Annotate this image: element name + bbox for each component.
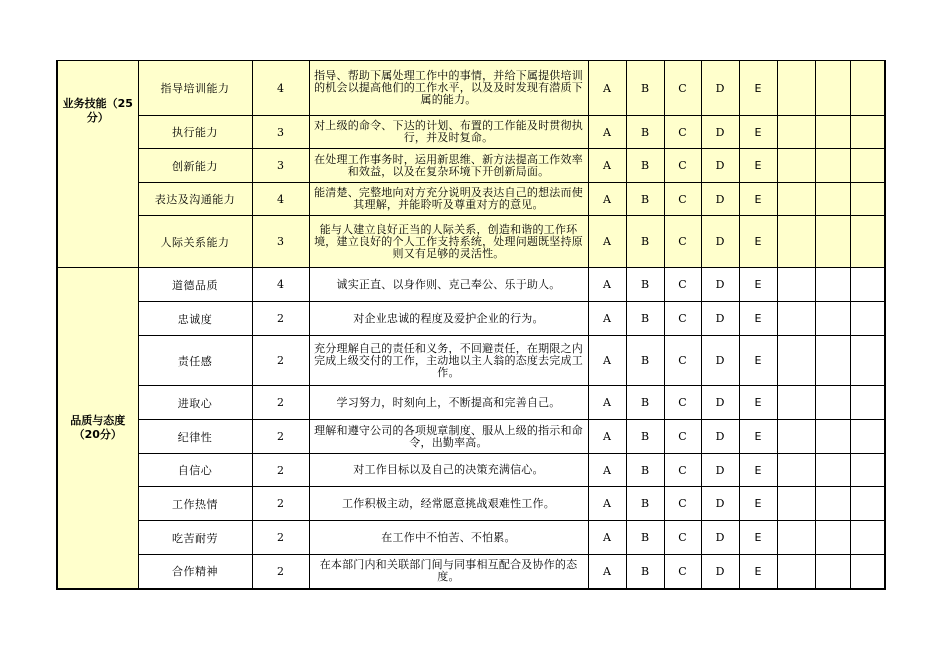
table-row: [57, 183, 885, 216]
score-entry-cell[interactable]: [777, 386, 815, 420]
item-description: 诚实正直、以身作则、克己奉公、乐于助人。: [309, 268, 588, 302]
item-name: 纪律性: [138, 420, 252, 454]
item-description: 对上级的命令、下达的计划、布置的工作能及时贯彻执行，并及时复命。: [309, 116, 588, 149]
evaluation-table: [56, 60, 886, 590]
grade-option-c[interactable]: C: [664, 183, 701, 216]
item-name: 吃苦耐劳: [138, 521, 252, 555]
table-row: [57, 555, 885, 589]
grade-option-d[interactable]: D: [701, 61, 739, 116]
grade-option-c[interactable]: C: [664, 116, 701, 149]
weight-score: 2: [252, 521, 309, 555]
grade-option-b[interactable]: B: [626, 386, 664, 420]
item-name: 执行能力: [138, 116, 252, 149]
table-row: [57, 420, 885, 454]
score-entry-cell[interactable]: [850, 302, 885, 336]
score-entry-cell[interactable]: [777, 555, 815, 589]
score-entry-cell[interactable]: [815, 454, 850, 487]
grade-option-a[interactable]: A: [588, 420, 626, 454]
grade-option-b[interactable]: B: [626, 521, 664, 555]
score-entry-cell[interactable]: [777, 302, 815, 336]
grade-option-b[interactable]: B: [626, 268, 664, 302]
item-name: 忠诚度: [138, 302, 252, 336]
weight-score: 3: [252, 216, 309, 268]
table-row: [57, 386, 885, 420]
table-row: [57, 521, 885, 555]
grade-option-a[interactable]: A: [588, 454, 626, 487]
grade-option-c[interactable]: C: [664, 454, 701, 487]
score-entry-cell[interactable]: [850, 116, 885, 149]
score-entry-cell[interactable]: [777, 183, 815, 216]
item-description: 在处理工作事务时，运用新思维、新方法提高工作效率和效益，以及在复杂环境下开创新局面。: [309, 149, 588, 183]
grade-option-d[interactable]: D: [701, 454, 739, 487]
score-entry-cell[interactable]: [815, 61, 850, 116]
grade-option-a[interactable]: A: [588, 216, 626, 268]
item-name: 人际关系能力: [138, 216, 252, 268]
grade-option-e[interactable]: E: [739, 268, 777, 302]
weight-score: 3: [252, 116, 309, 149]
table-row: [57, 268, 885, 302]
grade-option-b[interactable]: B: [626, 487, 664, 521]
weight-score: 2: [252, 420, 309, 454]
grade-option-d[interactable]: D: [701, 268, 739, 302]
table-row: [57, 61, 885, 116]
score-entry-cell[interactable]: [815, 487, 850, 521]
grade-option-a[interactable]: A: [588, 336, 626, 386]
grade-option-e[interactable]: E: [739, 183, 777, 216]
grade-option-e[interactable]: E: [739, 555, 777, 589]
score-entry-cell[interactable]: [815, 116, 850, 149]
grade-option-c[interactable]: C: [664, 386, 701, 420]
grade-option-b[interactable]: B: [626, 61, 664, 116]
score-entry-cell[interactable]: [815, 336, 850, 386]
table-row: [57, 454, 885, 487]
score-entry-cell[interactable]: [815, 302, 850, 336]
score-entry-cell[interactable]: [777, 487, 815, 521]
score-entry-cell[interactable]: [777, 116, 815, 149]
item-name: 合作精神: [138, 555, 252, 589]
weight-score: 2: [252, 302, 309, 336]
grade-option-a[interactable]: A: [588, 521, 626, 555]
grade-option-b[interactable]: B: [626, 116, 664, 149]
grade-option-c[interactable]: C: [664, 555, 701, 589]
item-description: 理解和遵守公司的各项规章制度、服从上级的指示和命令，出勤率高。: [309, 420, 588, 454]
score-entry-cell[interactable]: [850, 454, 885, 487]
grade-option-b[interactable]: B: [626, 454, 664, 487]
score-entry-cell[interactable]: [777, 420, 815, 454]
score-entry-cell[interactable]: [850, 386, 885, 420]
grade-option-c[interactable]: C: [664, 521, 701, 555]
grade-option-a[interactable]: A: [588, 268, 626, 302]
score-entry-cell[interactable]: [777, 521, 815, 555]
grade-option-e[interactable]: E: [739, 420, 777, 454]
grade-option-b[interactable]: B: [626, 183, 664, 216]
weight-score: 2: [252, 454, 309, 487]
grade-option-e[interactable]: E: [739, 487, 777, 521]
score-entry-cell[interactable]: [850, 149, 885, 183]
score-entry-cell[interactable]: [777, 336, 815, 386]
item-name: 道德品质: [138, 268, 252, 302]
item-description: 对企业忠诚的程度及爱护企业的行为。: [309, 302, 588, 336]
grade-option-c[interactable]: C: [664, 216, 701, 268]
grade-option-d[interactable]: D: [701, 420, 739, 454]
grade-option-c[interactable]: C: [664, 302, 701, 336]
table-row: [57, 487, 885, 521]
item-description: 能与人建立良好正当的人际关系，创造和谐的工作环境，建立良好的个人工作支持系统，处理问题既坚持原则又有足够的灵活性。: [309, 216, 588, 268]
item-description: 工作积极主动，经常愿意挑战艰难性工作。: [309, 487, 588, 521]
grade-option-e[interactable]: E: [739, 521, 777, 555]
item-name: 指导培训能力: [138, 61, 252, 116]
score-entry-cell[interactable]: [815, 521, 850, 555]
grade-option-d[interactable]: D: [701, 302, 739, 336]
score-entry-cell[interactable]: [777, 61, 815, 116]
weight-score: 2: [252, 487, 309, 521]
grade-option-e[interactable]: E: [739, 386, 777, 420]
grade-option-c[interactable]: C: [664, 149, 701, 183]
grade-option-a[interactable]: A: [588, 183, 626, 216]
grade-option-c[interactable]: C: [664, 487, 701, 521]
grade-option-a[interactable]: A: [588, 487, 626, 521]
weight-score: 4: [252, 183, 309, 216]
grade-option-d[interactable]: D: [701, 336, 739, 386]
grade-option-c[interactable]: C: [664, 61, 701, 116]
score-entry-cell[interactable]: [850, 555, 885, 589]
grade-option-e[interactable]: E: [739, 454, 777, 487]
grade-option-a[interactable]: A: [588, 149, 626, 183]
grade-option-b[interactable]: B: [626, 149, 664, 183]
score-entry-cell[interactable]: [777, 149, 815, 183]
table-body: [57, 61, 885, 589]
score-entry-cell[interactable]: [815, 149, 850, 183]
grade-option-e[interactable]: E: [739, 336, 777, 386]
item-description: 对工作目标以及自己的决策充满信心。: [309, 454, 588, 487]
table-row: [57, 302, 885, 336]
weight-score: 2: [252, 386, 309, 420]
item-name: 表达及沟通能力: [138, 183, 252, 216]
grade-option-b[interactable]: B: [626, 302, 664, 336]
score-entry-cell[interactable]: [777, 216, 815, 268]
grade-option-e[interactable]: E: [739, 116, 777, 149]
item-description: 学习努力，时刻向上，不断提高和完善自己。: [309, 386, 588, 420]
table-row: [57, 216, 885, 268]
item-name: 进取心: [138, 386, 252, 420]
score-entry-cell[interactable]: [850, 420, 885, 454]
score-entry-cell[interactable]: [850, 268, 885, 302]
grade-option-e[interactable]: E: [739, 149, 777, 183]
score-entry-cell[interactable]: [815, 420, 850, 454]
grade-option-d[interactable]: D: [701, 216, 739, 268]
item-description: 在工作中不怕苦、不怕累。: [309, 521, 588, 555]
grade-option-b[interactable]: B: [626, 336, 664, 386]
grade-option-d[interactable]: D: [701, 555, 739, 589]
grade-option-a[interactable]: A: [588, 386, 626, 420]
grade-option-d[interactable]: D: [701, 149, 739, 183]
score-entry-cell[interactable]: [815, 183, 850, 216]
grade-option-a[interactable]: A: [588, 555, 626, 589]
score-entry-cell[interactable]: [815, 268, 850, 302]
grade-option-e[interactable]: E: [739, 302, 777, 336]
item-description: 能清楚、完整地向对方充分说明及表达自己的想法而使其理解，并能聆听及尊重对方的意见。: [309, 183, 588, 216]
score-entry-cell[interactable]: [850, 61, 885, 116]
grade-option-c[interactable]: C: [664, 268, 701, 302]
item-description: 在本部门内和关联部门间与同事相互配合及协作的态度。: [309, 555, 588, 589]
grade-option-b[interactable]: B: [626, 555, 664, 589]
category-business-skills: 业务技能（25分）: [57, 61, 138, 268]
grade-option-b[interactable]: B: [626, 216, 664, 268]
category-quality-attitude: 品质与态度（20分）: [57, 268, 138, 589]
item-name: 创新能力: [138, 149, 252, 183]
score-entry-cell[interactable]: [777, 268, 815, 302]
grade-option-a[interactable]: A: [588, 116, 626, 149]
score-entry-cell[interactable]: [777, 454, 815, 487]
grade-option-d[interactable]: D: [701, 521, 739, 555]
grade-option-d[interactable]: D: [701, 487, 739, 521]
score-entry-cell[interactable]: [850, 216, 885, 268]
score-entry-cell[interactable]: [815, 386, 850, 420]
weight-score: 4: [252, 268, 309, 302]
grade-option-e[interactable]: E: [739, 216, 777, 268]
item-name: 工作热情: [138, 487, 252, 521]
grade-option-c[interactable]: C: [664, 336, 701, 386]
grade-option-d[interactable]: D: [701, 116, 739, 149]
grade-option-d[interactable]: D: [701, 386, 739, 420]
grade-option-b[interactable]: B: [626, 420, 664, 454]
table-row: [57, 116, 885, 149]
score-entry-cell[interactable]: [850, 487, 885, 521]
grade-option-a[interactable]: A: [588, 61, 626, 116]
grade-option-e[interactable]: E: [739, 61, 777, 116]
table-row: [57, 336, 885, 386]
score-entry-cell[interactable]: [815, 555, 850, 589]
weight-score: 4: [252, 61, 309, 116]
grade-option-a[interactable]: A: [588, 302, 626, 336]
weight-score: 2: [252, 555, 309, 589]
score-entry-cell[interactable]: [850, 336, 885, 386]
score-entry-cell[interactable]: [850, 521, 885, 555]
grade-option-d[interactable]: D: [701, 183, 739, 216]
score-entry-cell[interactable]: [850, 183, 885, 216]
item-description: 指导、帮助下属处理工作中的事情，并给下属提供培训的机会以提高他们的工作水平，以及及时发现有潜质下属的能力。: [309, 61, 588, 116]
weight-score: 3: [252, 149, 309, 183]
score-entry-cell[interactable]: [815, 216, 850, 268]
grade-option-c[interactable]: C: [664, 420, 701, 454]
weight-score: 2: [252, 336, 309, 386]
table-row: [57, 149, 885, 183]
item-name: 自信心: [138, 454, 252, 487]
item-description: 充分理解自己的责任和义务，不回避责任，在期限之内完成上级交付的工作，主动地以主人翁的态度去完成工作。: [309, 336, 588, 386]
item-name: 责任感: [138, 336, 252, 386]
